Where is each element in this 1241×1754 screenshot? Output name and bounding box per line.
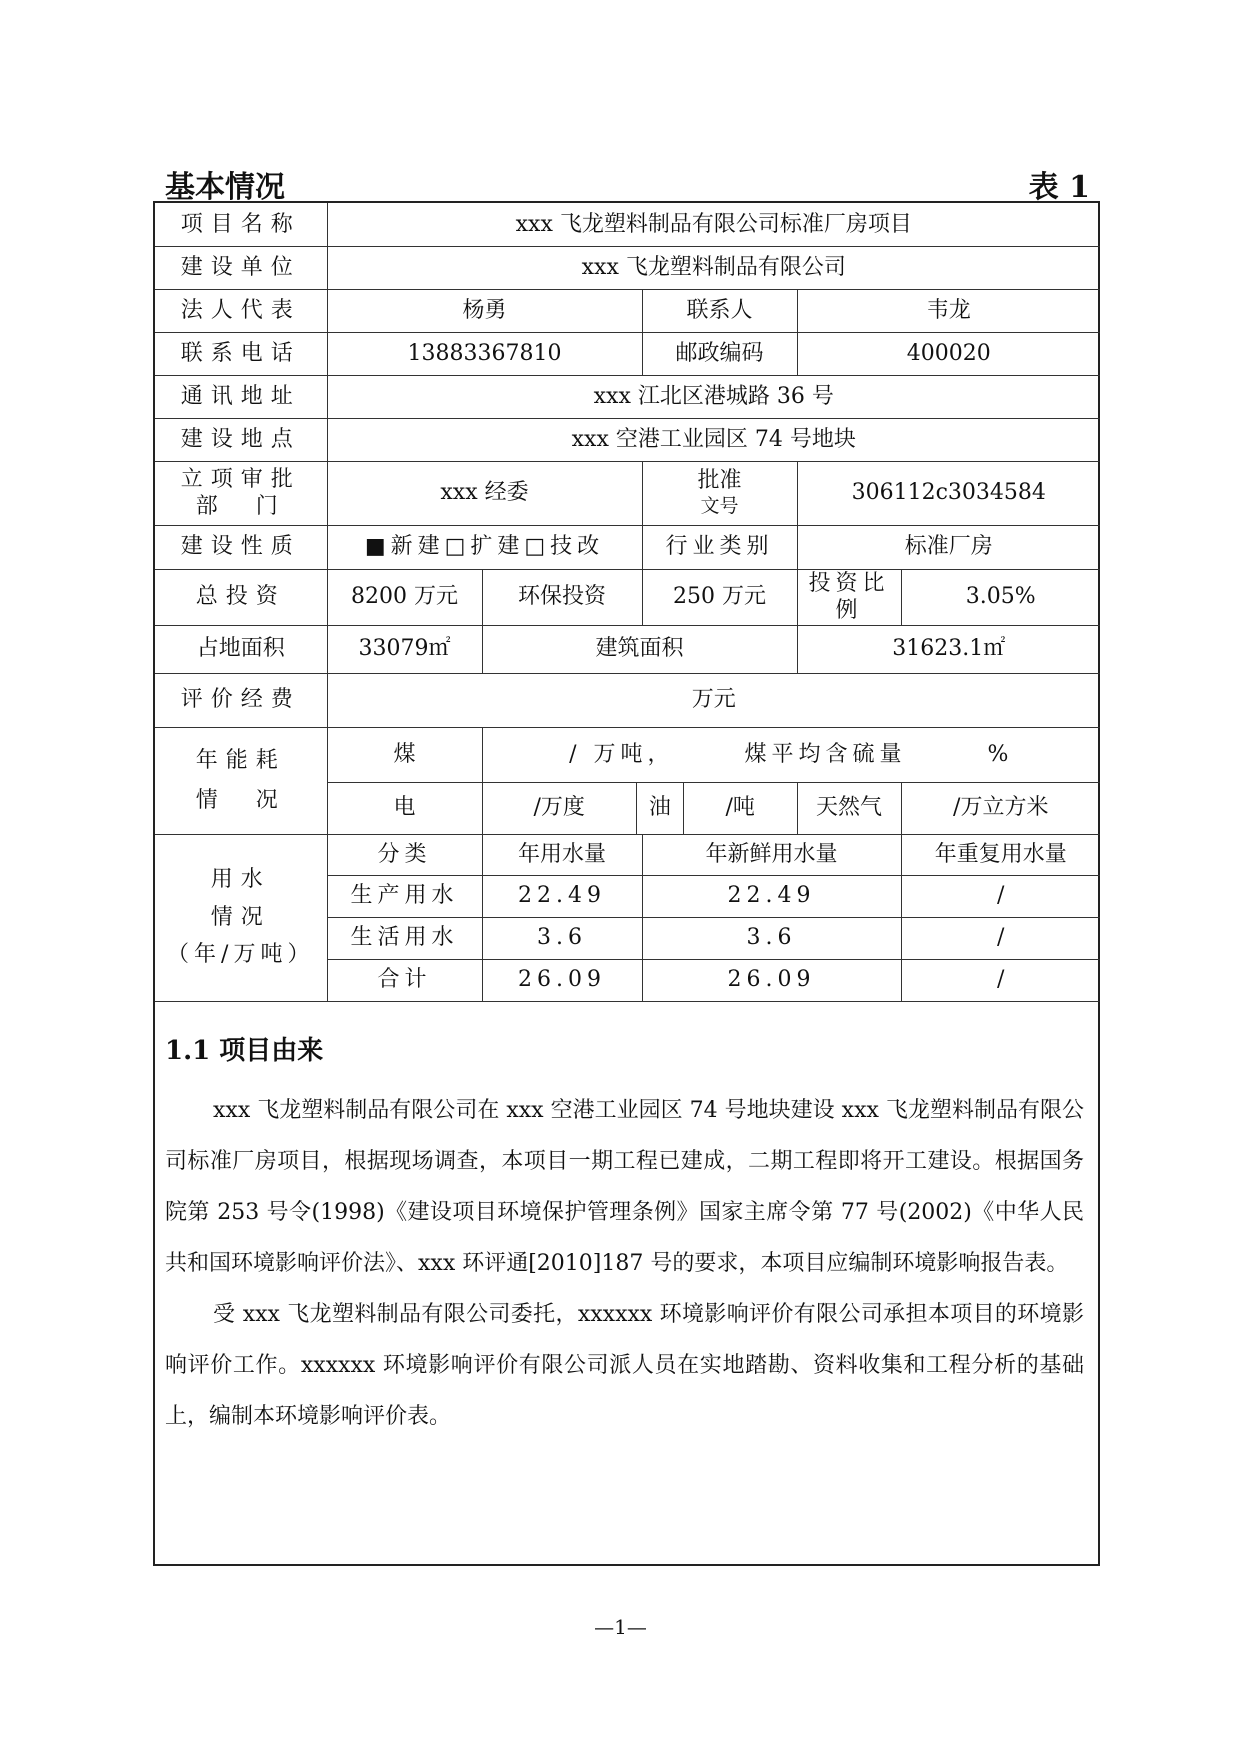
- cell-coal-label: 煤: [327, 727, 482, 782]
- cell-elec-label: 电: [327, 782, 482, 834]
- section-project-origin: [155, 1030, 1098, 1442]
- table-row: [155, 834, 1100, 875]
- cell-label: 通讯地址: [155, 375, 327, 418]
- table-row: [155, 289, 1100, 332]
- label-line: 部 门: [195, 494, 286, 519]
- cell-oil-value: /吨: [725, 795, 755, 821]
- cell-coal-value: / 万吨， 煤平均含硫量 %: [482, 727, 1100, 782]
- cell-nature-options: ■新建□扩建□技改: [327, 525, 642, 569]
- section-paragraph: 受 xxx 飞龙塑料制品有限公司委托，xxxxxx 环境影响评价有限公司承担本项目的环境影响评价工作。xxxxxx 环境影响评价有限公司派人员在实地踏勘、资料收集和工程分析的基础上，编制本环境影响评价表。: [165, 1301, 1084, 1429]
- cell-label: 项目名称: [155, 203, 327, 246]
- cell-doc-number: 306112c3034584: [797, 461, 1100, 525]
- cell-total-investment: 8200 万元: [327, 569, 482, 625]
- cell-ratio: 3.05%: [901, 569, 1100, 625]
- cell-phone: 13883367810: [327, 332, 642, 375]
- cell-water-type: 生活用水: [327, 917, 482, 959]
- cell-label: 联系电话: [155, 332, 327, 375]
- cell-water-type: 合计: [327, 959, 482, 1001]
- cell-label: 联系人: [642, 289, 797, 332]
- cell-label: [642, 461, 797, 525]
- cell-label: 建设地点: [155, 418, 327, 461]
- table-number: 表 1: [1028, 170, 1090, 205]
- cell-build-area: 31623.1㎡: [797, 625, 1100, 673]
- table-row: [155, 673, 1100, 727]
- cell-label: [155, 834, 327, 1001]
- nested-energy-table: [483, 783, 797, 834]
- cell-zip: 400020: [797, 332, 1100, 375]
- label-line: 用水: [210, 867, 271, 893]
- cell-land-area: 33079㎡: [327, 625, 482, 673]
- cell-water-fresh: 26.09: [642, 959, 901, 1001]
- table-row: [155, 418, 1100, 461]
- label-line: （年/万吨）: [167, 942, 315, 968]
- cell-label: [155, 727, 327, 834]
- cell-contact: 韦龙: [797, 289, 1100, 332]
- table-row: [155, 203, 1100, 246]
- label-line: 情况: [210, 904, 271, 930]
- cell-label: 建筑面积: [482, 625, 797, 673]
- cell-fee: 万元: [327, 673, 1100, 727]
- cell-label: 环保投资: [482, 569, 642, 625]
- cell-label: 法人代表: [155, 289, 327, 332]
- cell-water-header: 分类: [327, 834, 482, 875]
- page-title: 基本情况: [165, 170, 285, 205]
- label-line: 立项审批: [180, 466, 301, 492]
- label-line: 批准: [697, 468, 742, 494]
- cell-water-annual: 26.09: [482, 959, 642, 1001]
- cell-water-header: 年用水量: [482, 834, 642, 875]
- table-row: [155, 525, 1100, 569]
- cell-label: 评价经费: [155, 673, 327, 727]
- cell-water-reuse: /: [901, 959, 1100, 1001]
- basic-info-table: [155, 203, 1100, 1002]
- table-row: [155, 625, 1100, 673]
- cell-legal-rep: 杨勇: [327, 289, 642, 332]
- cell-address: xxx 江北区港城路 36 号: [327, 375, 1100, 418]
- cell-label: 投资比例: [797, 569, 901, 625]
- page-number: —1—: [594, 1615, 647, 1639]
- cell-label: 建设性质: [155, 525, 327, 569]
- cell-label: 邮政编码: [642, 332, 797, 375]
- label-line: 年能耗: [195, 747, 286, 773]
- cell-gas-label: 天然气: [797, 782, 901, 834]
- cell-label: [155, 461, 327, 525]
- cell-approval-dept: xxx 经委: [327, 461, 642, 525]
- cell-site: xxx 空港工业园区 74 号地块: [327, 418, 1100, 461]
- table-row: [155, 332, 1100, 375]
- cell-env-investment: 250 万元: [642, 569, 797, 625]
- table-row: [155, 727, 1100, 782]
- cell-unit: xxx 飞龙塑料制品有限公司: [327, 246, 1100, 289]
- table-row: [155, 375, 1100, 418]
- cell-water-annual: 3.6: [482, 917, 642, 959]
- section-heading: 1.1 项目由来: [165, 1035, 324, 1066]
- cell-water-header: 年重复用水量: [901, 834, 1100, 875]
- cell-oil-label: 油: [636, 783, 683, 834]
- cell-water-header: 年新鲜用水量: [642, 834, 901, 875]
- cell-gas-value: /万立方米: [901, 782, 1100, 834]
- cell-water-reuse: /: [901, 917, 1100, 959]
- section-paragraph: xxx 飞龙塑料制品有限公司在 xxx 空港工业园区 74 号地块建设 xxx 飞龙塑料制品有限公司标准厂房项目，根据现场调查，本项目一期工程已建成，二期工程即将开工建设。根据国务院第 253 号令(1998)《建设项目环境保护管理条例》国家主席令第 77 号(2002)《中华人民共和国环境影响评价法》、xxx 环评通[2010]187 号的要求，本项目应编制环境影响报告表。: [165, 1097, 1084, 1276]
- label-line: 文号: [700, 494, 739, 517]
- cell-water-type: 生产用水: [327, 875, 482, 917]
- cell-water-fresh: 22.49: [642, 875, 901, 917]
- cell-elec-value: /万度: [483, 783, 637, 834]
- label-line: 情 况: [195, 787, 286, 813]
- page-header: [165, 162, 1090, 205]
- table-row: [155, 461, 1100, 525]
- cell-water-reuse: /: [901, 875, 1100, 917]
- cell-label: 占地面积: [155, 625, 327, 673]
- cell-label: 建设单位: [155, 246, 327, 289]
- cell-label: 行业类别: [642, 525, 797, 569]
- table-row: [155, 569, 1100, 625]
- cell-label: 总投资: [155, 569, 327, 625]
- table-row: [155, 246, 1100, 289]
- cell-water-annual: 22.49: [482, 875, 642, 917]
- basic-info-frame: [153, 201, 1100, 1566]
- cell-project-name: xxx 飞龙塑料制品有限公司标准厂房项目: [327, 203, 1100, 246]
- cell-elec-oil: [482, 782, 797, 834]
- cell-water-fresh: 3.6: [642, 917, 901, 959]
- cell-industry: 标准厂房: [797, 525, 1100, 569]
